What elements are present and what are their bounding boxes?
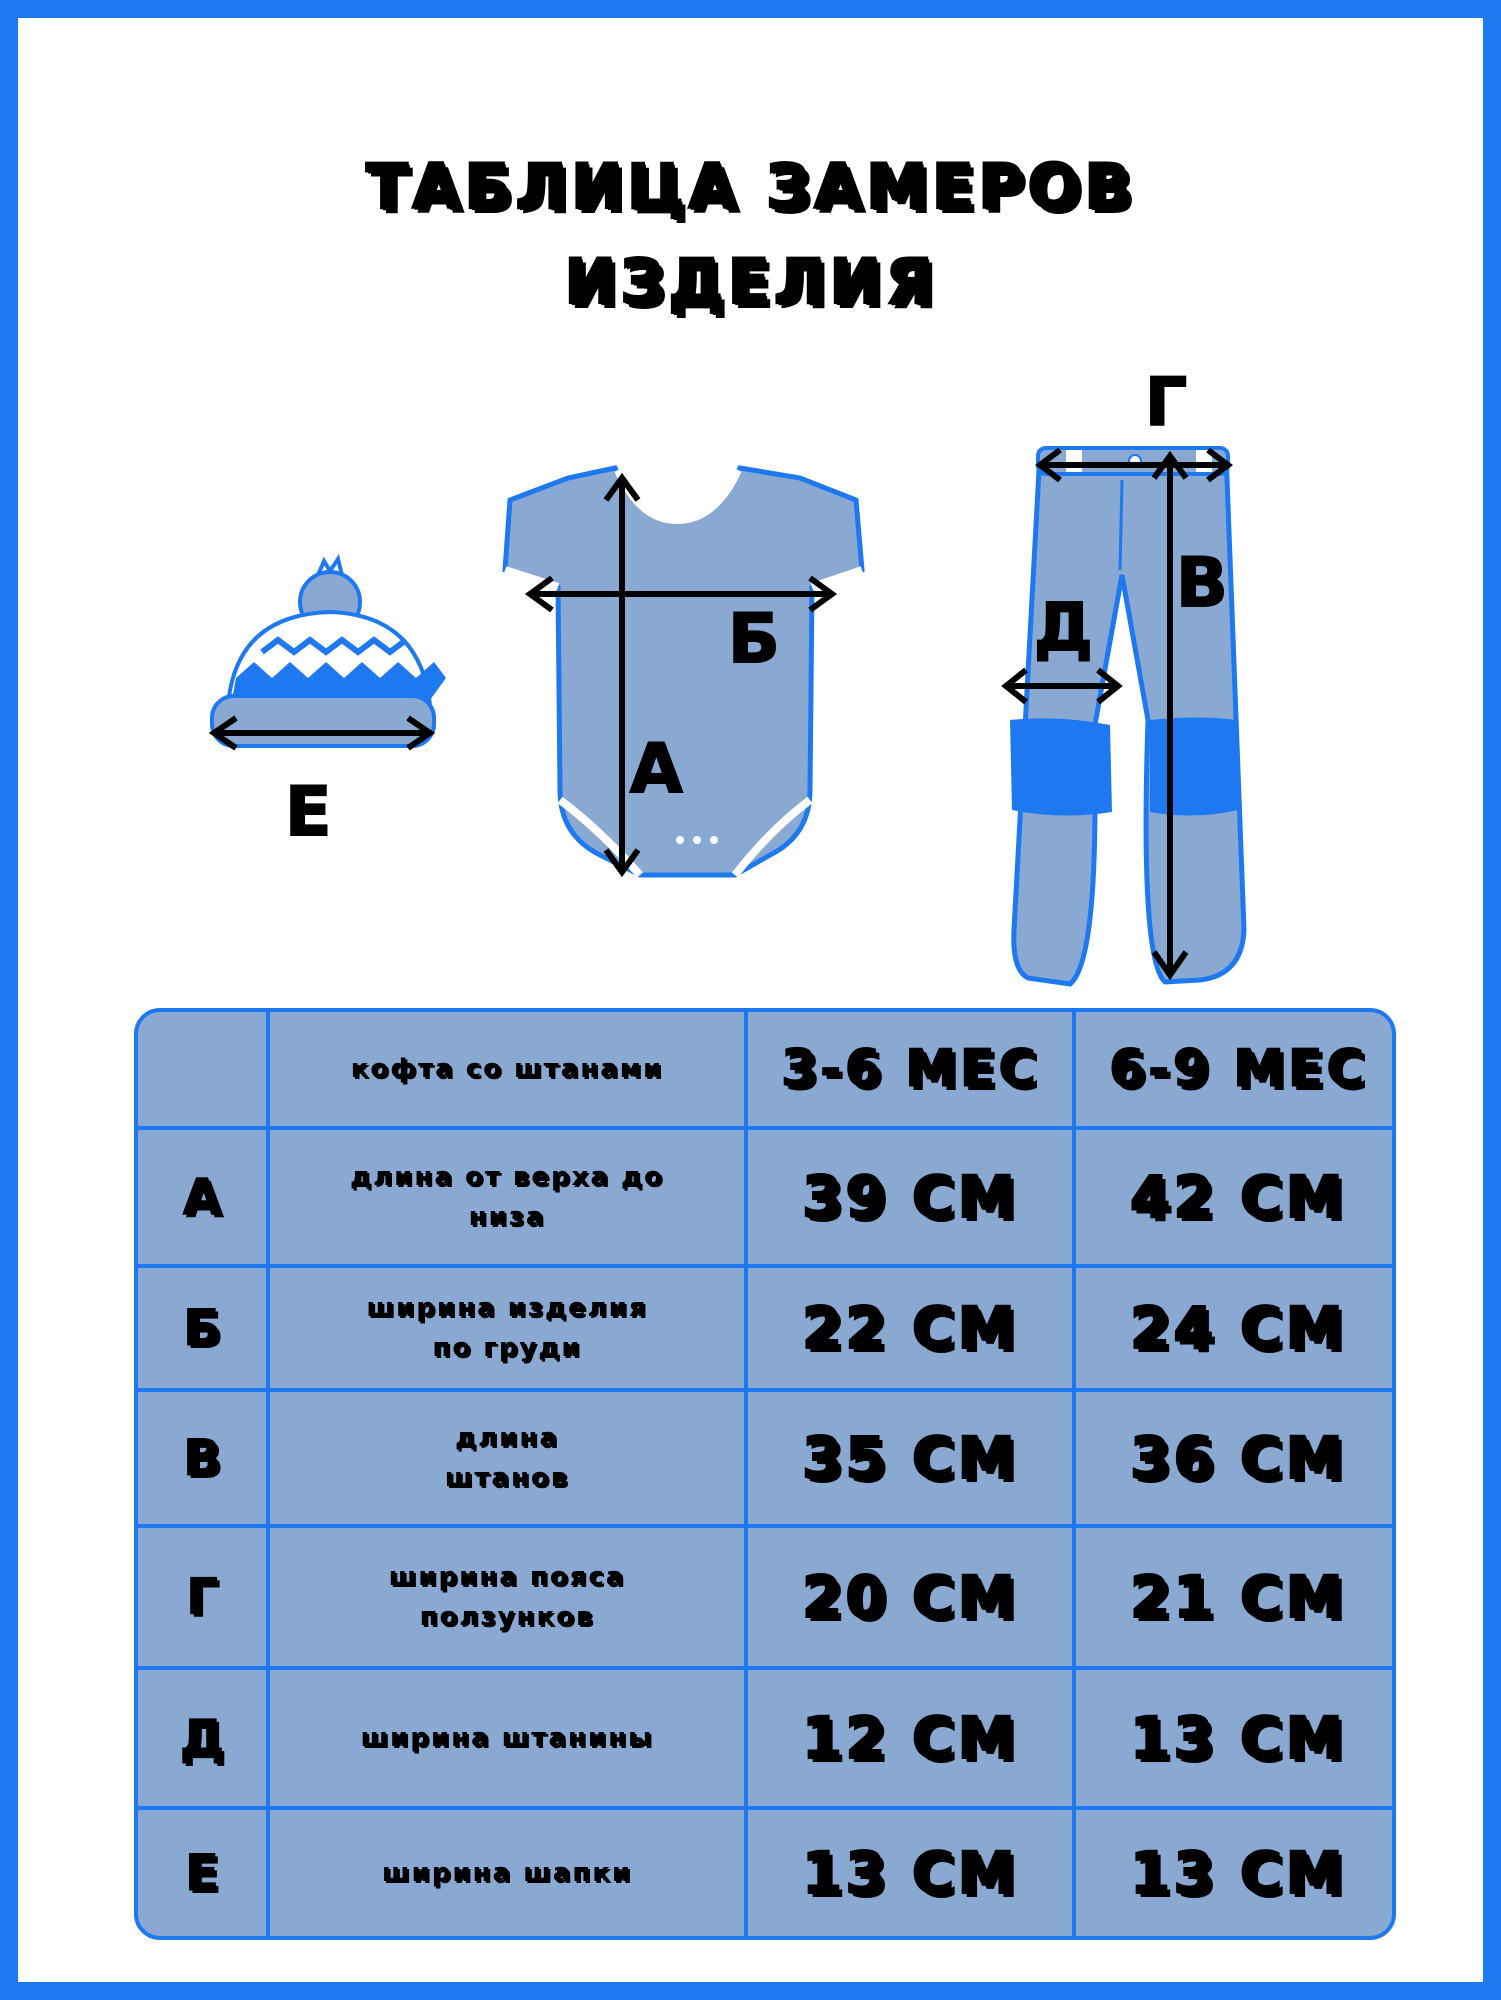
- row-value-size-1: 12 СМ: [801, 1704, 1019, 1772]
- row-code: Д: [179, 1709, 225, 1767]
- row-value-size-2: 42 СМ: [1129, 1163, 1347, 1231]
- row-value-size-1: 20 СМ: [801, 1563, 1019, 1631]
- row-code: Б: [182, 1299, 222, 1357]
- header-product: кофта со штанами: [350, 1054, 664, 1084]
- pants-label-v: В: [1176, 544, 1228, 623]
- row-description: ширина пояса ползунков: [388, 1562, 626, 1632]
- row-value-size-1: 22 СМ: [801, 1294, 1019, 1362]
- row-value-size-1: 35 СМ: [801, 1424, 1019, 1492]
- bodysuit-label-a: А: [630, 730, 683, 809]
- table-row: [138, 1810, 1392, 1936]
- row-description: длина штанов: [444, 1423, 570, 1493]
- row-value-size-2: 13 СМ: [1129, 1704, 1347, 1772]
- row-value-size-2: 36 СМ: [1129, 1424, 1347, 1492]
- hat-label-e: Е: [285, 773, 332, 852]
- table-row: [138, 1670, 1392, 1806]
- bodysuit-illustration: [505, 468, 862, 875]
- table-row: [138, 1528, 1392, 1666]
- page-title-line-2: ИЗДЕЛИЯ: [564, 245, 937, 318]
- row-description: длина от верха до низа: [350, 1162, 664, 1232]
- pants-illustration: [1006, 364, 1244, 984]
- row-description: ширина изделия по груди: [366, 1293, 648, 1363]
- page-title-line-1: ТАБЛИЦА ЗАМЕРОВ: [365, 150, 1136, 223]
- header-size-1: 3-6 МЕС: [780, 1039, 1040, 1099]
- row-value-size-1: 39 СМ: [801, 1163, 1019, 1231]
- row-value-size-2: 13 СМ: [1129, 1839, 1347, 1907]
- table-row: [138, 1268, 1392, 1388]
- table-row: [138, 1130, 1392, 1264]
- row-value-size-2: 21 СМ: [1129, 1563, 1347, 1631]
- row-value-size-1: 13 СМ: [801, 1839, 1019, 1907]
- hat-illustration: [212, 559, 446, 852]
- row-description: ширина штанины: [360, 1723, 654, 1753]
- row-code: В: [182, 1429, 222, 1487]
- row-code: Е: [184, 1844, 220, 1902]
- pants-label-g: Г: [1145, 364, 1188, 441]
- header-size-2: 6-9 МЕС: [1108, 1039, 1368, 1099]
- table-row: [138, 1392, 1392, 1524]
- table-header-row: [138, 1012, 1392, 1126]
- row-value-size-2: 24 СМ: [1129, 1294, 1347, 1362]
- row-description: ширина шапки: [381, 1858, 633, 1888]
- row-code: Г: [186, 1568, 218, 1626]
- measurements-table: [134, 1008, 1396, 1940]
- pants-label-d: Д: [1034, 589, 1093, 666]
- bodysuit-label-b: Б: [728, 600, 780, 679]
- row-code: А: [182, 1168, 222, 1226]
